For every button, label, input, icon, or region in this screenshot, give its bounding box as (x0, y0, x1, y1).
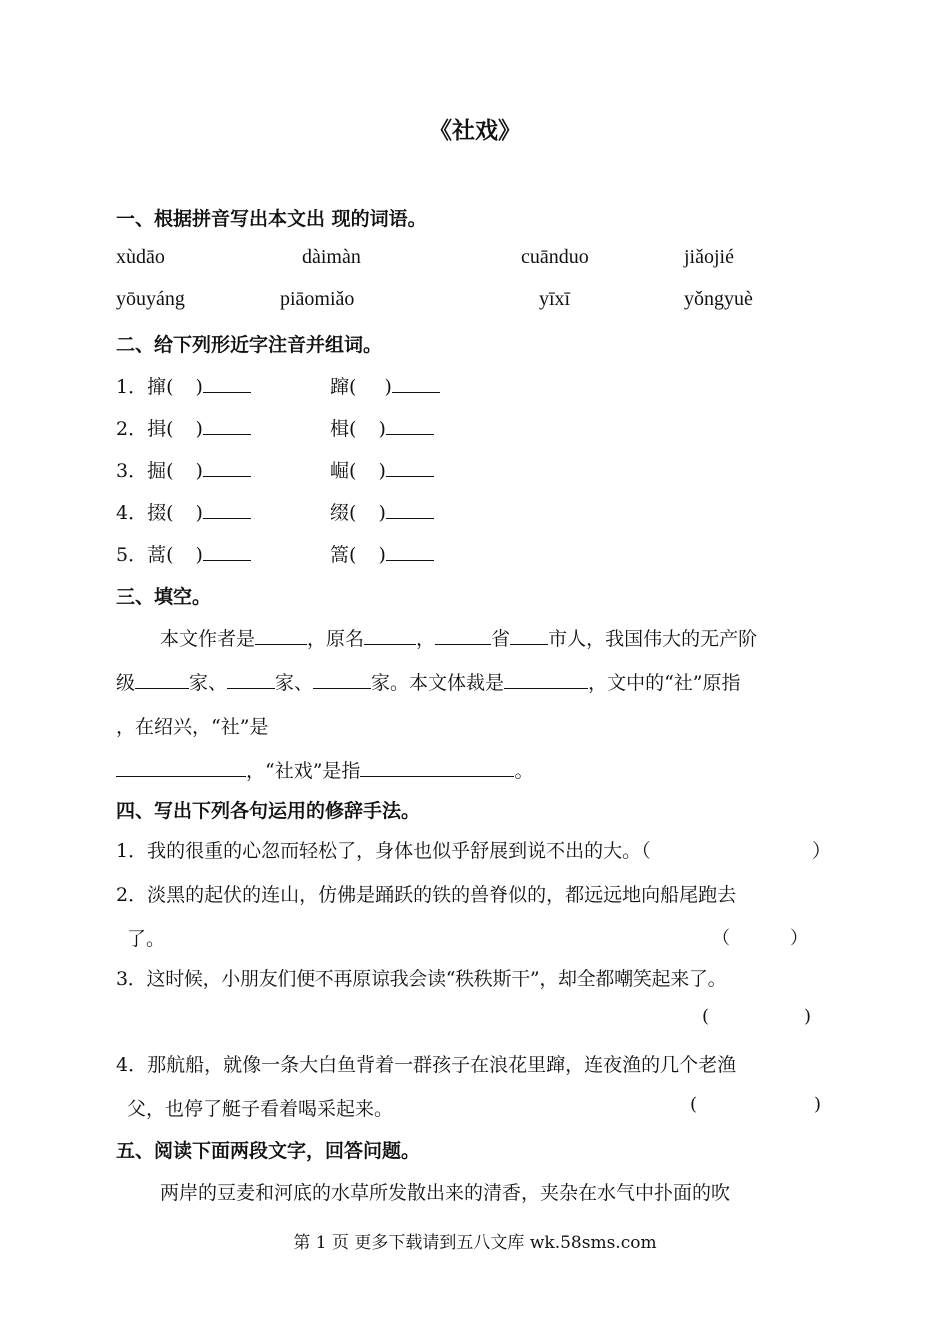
char-item: 崛( ) (330, 456, 434, 483)
char-item: 2．揖( ) (116, 414, 251, 441)
fill-line: ，在绍兴，“社”是 (116, 716, 269, 738)
section-4-heading: 四、写出下列各句运用的修辞手法。 (116, 800, 421, 822)
page-footer: 第 1 页 更多下载请到五八文库 wk.58sms.com (293, 1233, 657, 1253)
answer-paren-open: ( (702, 1006, 710, 1027)
sentence-2-cont: 了。 (127, 928, 166, 950)
section-1-heading: 一、根据拼音写出本文出 现的词语。 (116, 208, 427, 230)
answer-paren-close: ） (812, 840, 832, 862)
sentence-3: 3．这时候，小朋友们便不再原谅我会读“秩秩斯干”，却全都嘲笑起来了。 (116, 968, 727, 990)
char-item: 4．掇( ) (116, 498, 251, 525)
char-item: 3．掘( ) (116, 456, 251, 483)
char-item: 蹿( ) (330, 372, 440, 399)
sentence-4: 4．那航船，就像一条大白鱼背着一群孩子在浪花里蹿，连夜渔的几个老渔 (116, 1054, 737, 1076)
fill-line: ，“社戏”是指 。 (116, 756, 533, 783)
answer-paren-close: ) (804, 1006, 812, 1027)
section-3-heading: 三、填空。 (116, 586, 212, 608)
answer-paren-open: ( (690, 1094, 698, 1115)
fill-line: 级 家、 家、 家。本文体裁是 ，文中的“社”原指 (116, 672, 741, 694)
page-title: 《社戏》 (429, 118, 521, 144)
pinyin-item: jiǎojié (684, 246, 734, 268)
char-item: 5．蒿( ) (116, 540, 251, 567)
reading-paragraph: 两岸的豆麦和河底的水草所发散出来的清香，夹杂在水气中扑面的吹 (160, 1182, 731, 1204)
answer-paren-open: （ (712, 928, 730, 949)
pinyin-item: xùdāo (116, 246, 165, 268)
pinyin-item: yōuyáng (116, 288, 185, 310)
char-item: 篙( ) (330, 540, 434, 567)
char-item: 缀( ) (330, 498, 434, 525)
pinyin-item: yǒngyuè (684, 288, 753, 310)
answer-paren-close: ) (814, 1094, 822, 1115)
sentence-1: 1．我的很重的心忽而轻松了，身体也似乎舒展到说不出的大。（ (116, 840, 651, 862)
char-item: 1．撺( ) (116, 372, 251, 399)
answer-paren-close: ） (790, 928, 808, 949)
pinyin-item: yīxī (539, 288, 571, 310)
section-2-heading: 二、给下列形近字注音并组词。 (116, 334, 383, 356)
pinyin-item: cuānduo (521, 246, 589, 268)
fill-line: 本文作者是 ，原名 ， 省 市人，我国伟大的无产阶 (160, 628, 758, 650)
pinyin-item: dàimàn (302, 246, 361, 268)
char-item: 楫( ) (330, 414, 434, 441)
sentence-4-cont: 父，也停了艇子看着喝采起来。 (127, 1098, 394, 1120)
pinyin-item: piāomiǎo (280, 288, 355, 310)
sentence-2: 2．淡黑的起伏的连山，仿佛是踊跃的铁的兽脊似的，都远远地向船尾跑去 (116, 884, 737, 906)
section-5-heading: 五、阅读下面两段文字，回答问题。 (116, 1140, 421, 1162)
